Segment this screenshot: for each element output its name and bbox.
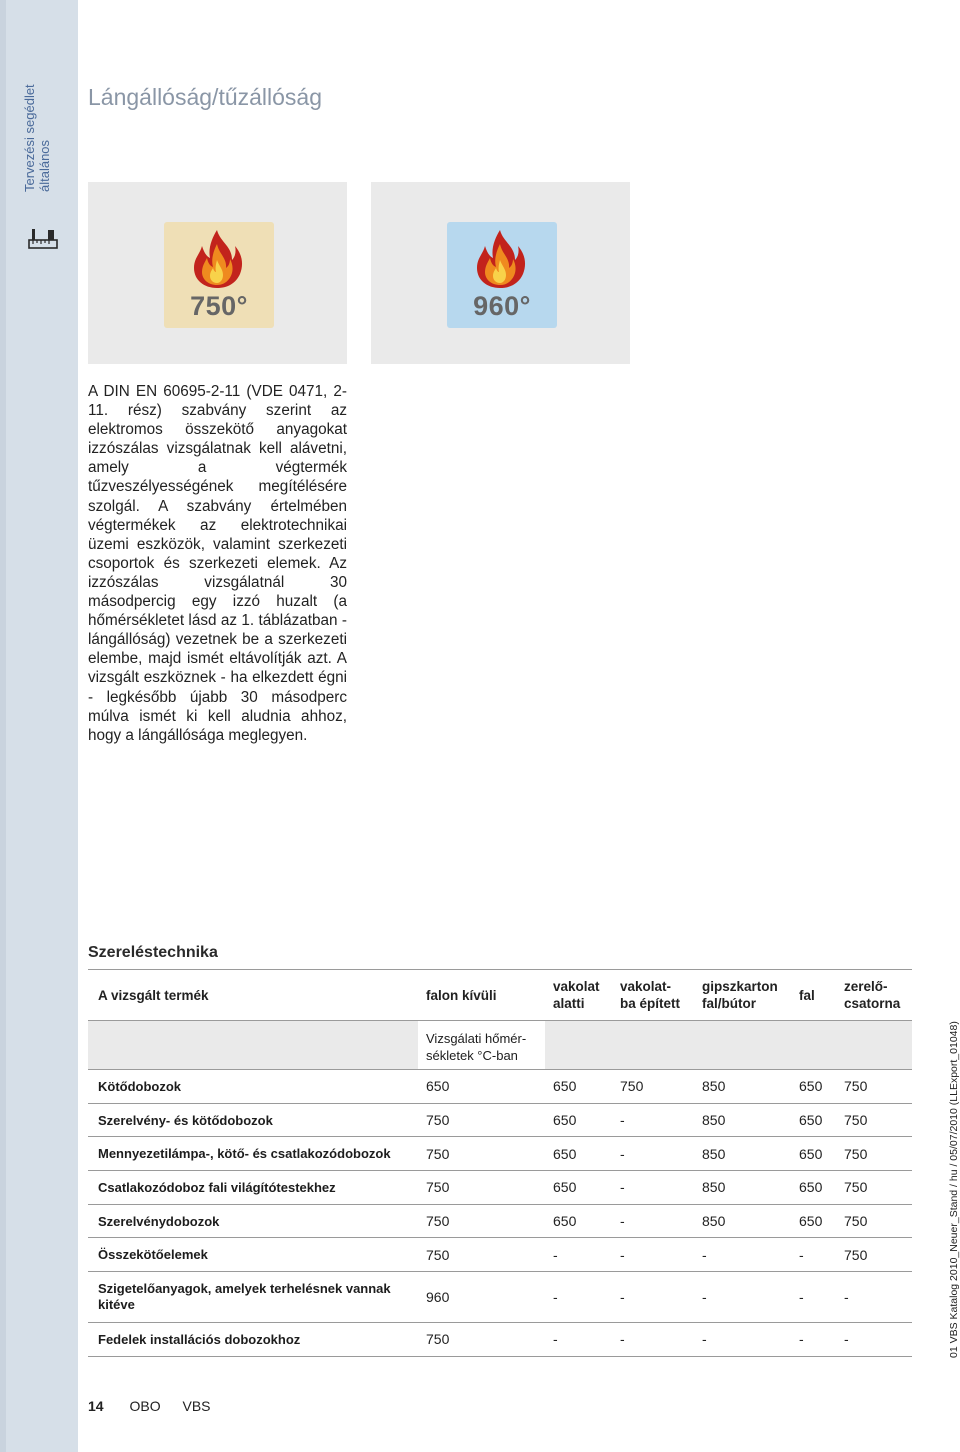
table-row	[88, 1323, 912, 1357]
cell-value: -	[836, 1323, 912, 1357]
row-name: Mennyezetilámpa-, kötő- és csatlakozódobozok	[88, 1137, 418, 1171]
col-header-embedded: vakolat- ba épített	[612, 970, 694, 1021]
cell-value: 850	[694, 1103, 791, 1137]
table-row	[88, 1103, 912, 1137]
cell-value: 750	[836, 1103, 912, 1137]
cell-value: 750	[836, 1070, 912, 1104]
cell-value: -	[545, 1272, 612, 1323]
cell-value: 650	[545, 1137, 612, 1171]
cell-value: -	[836, 1272, 912, 1323]
cell-value: -	[791, 1272, 836, 1323]
brand-vbs: VBS	[182, 1398, 211, 1414]
body-paragraph: A DIN EN 60695-2-11 (VDE 0471, 2-11. rész) szabvány szerint az elektromos összekötő anyagokat izzószálas vizsgálatnak kell alávetni, amely a végtermék tűzveszélyességének megítélésére szolgál. A szabvány értelmében végtermékek az elektrotechnikai üzemi eszközök, valamint szerkezeti csoportok és szerkezeti elemek. Az izzószálas vizsgálatnál 30 másodpercig egy izzó huzalt (a hőmérsékletet lásd az 1. táblázatban - lángállóság) vezetnek be a szerkezeti elembe, majd ismét eltávolítják azt. A vizsgált eszköznek - ha elkezdett égni - legkésőbb újabb 30 másodperc múlva ismét ki kell aludnia ahhoz, hogy a lángállósága meglegyen.	[88, 383, 347, 744]
cell-value: 650	[791, 1171, 836, 1205]
cell-value: -	[612, 1238, 694, 1272]
cell-value: 750	[836, 1204, 912, 1238]
subheader-blank	[88, 1021, 418, 1070]
badge-card-960	[371, 182, 630, 364]
temperature-badge-750	[164, 222, 274, 328]
sidebar-label-line2: általános	[37, 139, 52, 192]
cell-value: -	[545, 1323, 612, 1357]
col-header-flush: vakolat alatti	[545, 970, 612, 1021]
cell-value: 750	[418, 1204, 545, 1238]
row-name: Fedelek installációs dobozokhoz	[88, 1323, 418, 1357]
cell-value: -	[694, 1272, 791, 1323]
cell-value: 750	[418, 1238, 545, 1272]
cell-value: 650	[791, 1137, 836, 1171]
row-name: Csatlakozódoboz fali világítótestekhez	[88, 1171, 418, 1205]
cell-value: 650	[545, 1204, 612, 1238]
table-header-row	[88, 970, 912, 1021]
cell-value: 750	[836, 1171, 912, 1205]
page-footer	[88, 1398, 211, 1414]
page-number: 14	[88, 1398, 104, 1414]
cell-value: 850	[694, 1137, 791, 1171]
col-header-surface: falon kívüli	[418, 970, 545, 1021]
table-row	[88, 1238, 912, 1272]
col-header-trunking: zerelő- csatorna	[836, 970, 912, 1021]
cell-value: 650	[791, 1103, 836, 1137]
cell-value: -	[612, 1204, 694, 1238]
table-row	[88, 1137, 912, 1171]
row-name: Szerelvénydobozok	[88, 1204, 418, 1238]
col-header-drywall: gipszkarton fal/bútor	[694, 970, 791, 1021]
spec-table	[88, 969, 912, 1357]
cell-value: -	[612, 1272, 694, 1323]
table-subheader-row	[88, 1021, 912, 1070]
cell-value: 650	[418, 1070, 545, 1104]
cell-value: 750	[836, 1137, 912, 1171]
subheader-fill	[545, 1021, 912, 1070]
cell-value: 750	[418, 1137, 545, 1171]
cell-value: 750	[836, 1238, 912, 1272]
cell-value: 750	[612, 1070, 694, 1104]
sidebar-stripe	[0, 0, 6, 1452]
badge-card-750	[88, 182, 347, 364]
cell-value: 960	[418, 1272, 545, 1323]
table-row	[88, 1171, 912, 1205]
cell-value: -	[694, 1323, 791, 1357]
col-header-wall: fal	[791, 970, 836, 1021]
table-row	[88, 1070, 912, 1104]
cell-value: -	[612, 1137, 694, 1171]
sidebar	[0, 0, 78, 1452]
cell-value: 750	[418, 1103, 545, 1137]
row-name: Szigetelőanyagok, amelyek terhelésnek vannak kitéve	[88, 1272, 418, 1323]
cell-value: -	[545, 1238, 612, 1272]
badge-label-750: 750°	[190, 291, 248, 321]
cell-value: 650	[545, 1171, 612, 1205]
cell-value: 850	[694, 1204, 791, 1238]
cell-value: 850	[694, 1171, 791, 1205]
brand-obo: OBO	[129, 1398, 161, 1414]
subheader-note: Vizsgálati hőmér- sékletek °C-ban	[418, 1021, 545, 1070]
col-header-product: A vizsgált termék	[88, 970, 418, 1021]
page-title: Lángállóság/tűzállóság	[88, 84, 323, 110]
cell-value: 750	[418, 1323, 545, 1357]
section-title: Szereléstechnika	[88, 944, 218, 961]
cell-value: -	[612, 1171, 694, 1205]
temperature-badge-960	[447, 222, 557, 328]
ruler-pencil-icon	[28, 228, 58, 250]
cell-value: -	[694, 1238, 791, 1272]
sidebar-label	[22, 52, 66, 192]
cell-value: -	[791, 1323, 836, 1357]
cell-value: 650	[791, 1070, 836, 1104]
row-name: Kötődobozok	[88, 1070, 418, 1104]
flame-icon	[186, 228, 248, 290]
table-row	[88, 1272, 912, 1323]
cell-value: -	[612, 1103, 694, 1137]
cell-value: 650	[545, 1103, 612, 1137]
side-reference: 01 VBS Katalog 2010_Neuer_Stand / hu / 05/07/2010 (LLExport_01048)	[948, 1021, 960, 1358]
cell-value: 850	[694, 1070, 791, 1104]
cell-value: -	[791, 1238, 836, 1272]
sidebar-label-line1: Tervezési segédlet	[22, 84, 37, 192]
cell-value: 650	[545, 1070, 612, 1104]
flame-icon	[469, 228, 531, 290]
row-name: Összekötőelemek	[88, 1238, 418, 1272]
table-row	[88, 1204, 912, 1238]
badge-label-960: 960°	[473, 291, 531, 321]
cell-value: 650	[791, 1204, 836, 1238]
cell-value: 750	[418, 1171, 545, 1205]
cell-value: -	[612, 1323, 694, 1357]
row-name: Szerelvény- és kötődobozok	[88, 1103, 418, 1137]
